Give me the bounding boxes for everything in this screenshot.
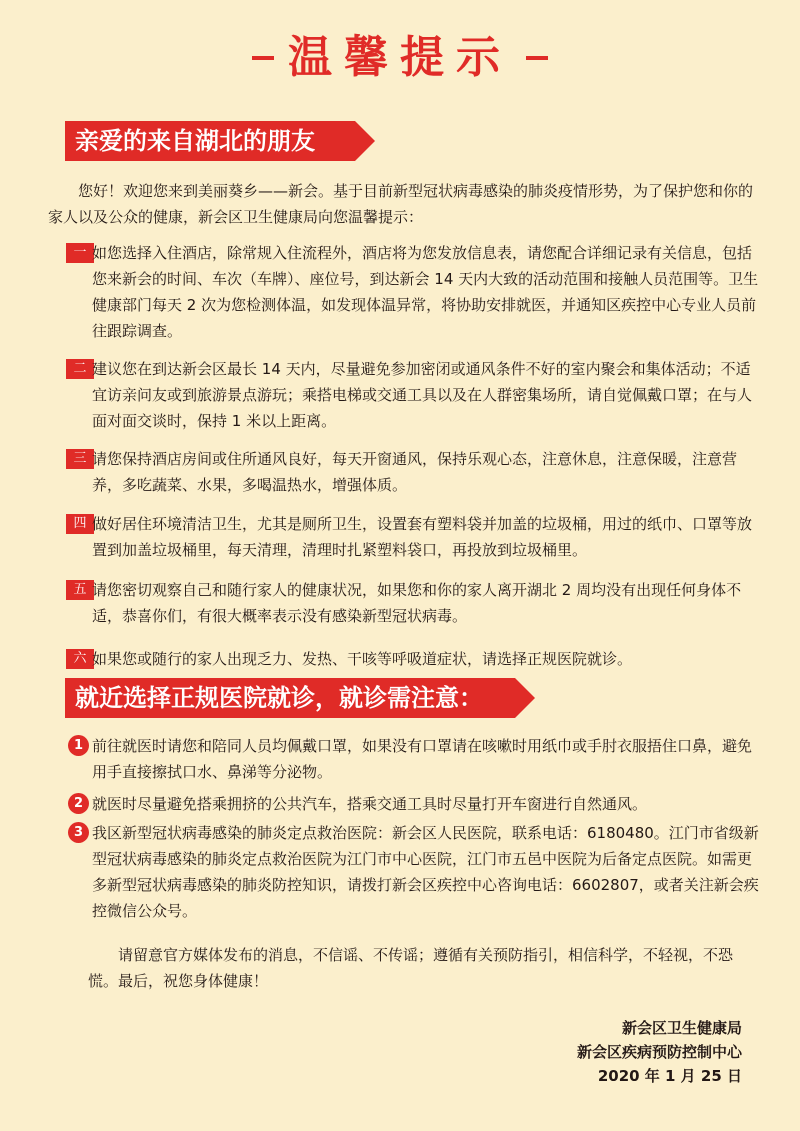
- tip-text: 请您密切观察自己和随行家人的健康状况，如果您和你的家人离开湖北 2 周均没有出现任何身体不适，恭喜你们，有很大概率表示没有感染新型冠状病毒。: [92, 581, 742, 625]
- tip-number-badge: 三: [66, 449, 94, 469]
- tip-number-badge: 五: [66, 580, 94, 600]
- title-row: [0, 30, 800, 86]
- hospital-item-text: 就医时尽量避免搭乘拥挤的公共汽车，搭乘交通工具时尽量打开车窗进行自然通风。: [92, 795, 648, 813]
- number-circle-icon: 3: [68, 822, 89, 843]
- number-circle-icon: 1: [68, 735, 89, 756]
- tip-number-badge: 四: [66, 514, 94, 534]
- page-title: 温馨提示: [288, 32, 512, 83]
- hospital-item-text: 前往就医时请您和陪同人员均佩戴口罩，如果没有口罩请在咳嗽时用纸巾或手肘衣服捂住口鼻，避免用手直接擦拭口水、鼻涕等分泌物。: [92, 737, 753, 781]
- section-banner-hubei-friends: 亲爱的来自湖北的朋友: [65, 121, 355, 161]
- tip-text: 请您保持酒店房间或住所通风良好，每天开窗通风，保持乐观心态，注意休息，注意保暖，注意营养，多吃蔬菜、水果，多喝温热水，增强体质。: [92, 450, 738, 494]
- tip-text: 建议您在到达新会区最长 14 天内，尽量避免参加密闭或通风条件不好的室内聚会和集体活动；不适宜访亲问友或到旅游景点游玩；乘搭电梯或交通工具以及在人群密集场所，请自觉佩戴口罩；在与人面对面交谈时，保持 1 米以上距离。: [92, 360, 753, 430]
- title-left-dash: [252, 56, 274, 60]
- tip-text: 如果您或随行的家人出现乏力、发热、干咳等呼吸道症状，请选择正规医院就诊。: [92, 650, 633, 668]
- signature-org-cdc: 新会区疾病预防控制中心: [576, 1043, 742, 1061]
- tip-text: 做好居住环境清洁卫生，尤其是厕所卫生，设置套有塑料袋并加盖的垃圾桶，用过的纸巾、口罩等放置到加盖垃圾桶里，每天清理，清理时扎紧塑料袋口，再投放到垃圾桶里。: [92, 515, 753, 559]
- hospital-item-text: 我区新型冠状病毒感染的肺炎定点救治医院：新会区人民医院，联系电话：6180480。江门市省级新型冠状病毒感染的肺炎定点救治医院为江门市中心医院，江门市五邑中医院为后备定点医院。如需更多新型冠状病毒感染的肺炎防控知识，请拨打新会区疾控中心咨询电话：6602807，或者关注新会疾控微信公众号。: [92, 824, 759, 920]
- tip-text: 如您选择入住酒店，除常规入住流程外，酒店将为您发放信息表，请您配合详细记录有关信息，包括您来新会的时间、车次（车牌）、座位号，到达新会 14 天内大致的活动范围和接触人员范围等。卫生健康部门每天 2 次为您检测体温，如发现体温异常，将协助安排就医，并通知区疾控中心专业人员前往跟踪调查。: [92, 244, 759, 340]
- section-banner-hospital-notice: 就近选择正规医院就诊，就诊需注意：: [65, 678, 515, 718]
- title-right-dash: [526, 56, 548, 60]
- intro-paragraph: 您好！欢迎您来到美丽葵乡——新会。基于目前新型冠状病毒感染的肺炎疫情形势，为了保护您和你的家人以及公众的健康，新会区卫生健康局向您温馨提示：: [48, 182, 754, 226]
- tip-number-badge: 一: [66, 243, 94, 263]
- tip-number-badge: 六: [66, 649, 94, 669]
- closing-paragraph: 请留意官方媒体发布的消息，不信谣、不传谣；遵循有关预防指引，相信科学，不轻视，不恐慌。最后，祝您身体健康！: [88, 946, 734, 990]
- tip-number-badge: 二: [66, 359, 94, 379]
- number-circle-icon: 2: [68, 793, 89, 814]
- signature-date: 2020 年 1 月 25 日: [597, 1067, 742, 1085]
- signature-org-health-bureau: 新会区卫生健康局: [621, 1019, 742, 1037]
